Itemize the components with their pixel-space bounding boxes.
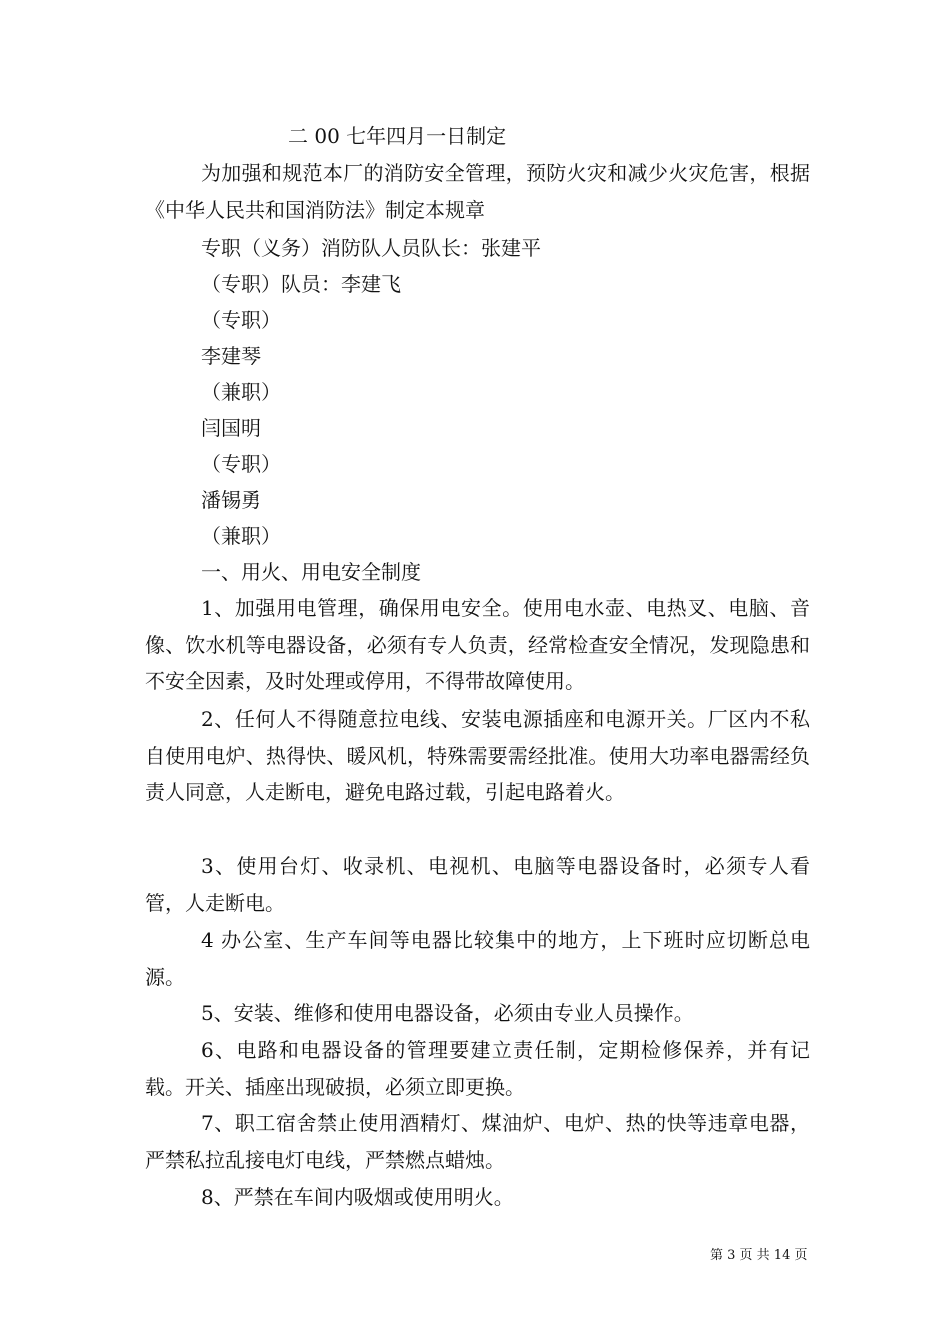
rule-item: 4 办公室、生产车间等电器比较集中的地方，上下班时应切断总电源。 xyxy=(145,928,810,989)
rule-item: 1、加强用电管理，确保用电安全。使用电水壶、电热叉、电脑、音像、饮水机等电器设备，必须有专人负责，经常检查安全情况，发现隐患和不安全因素，及时处理或停用，不得带故障使用。 xyxy=(145,596,810,693)
rule-item: 2、任何人不得随意拉电线、安装电源插座和电源开关。厂区内不私自使用电炉、热得快、暖风机，特殊需要需经批准。使用大功率电器需经负责人同意，人走断电，避免电路过载，引起电路着火。 xyxy=(145,707,810,804)
date-line: 二 00 七年四月一日制定 xyxy=(288,124,507,148)
rule-item: 6、电路和电器设备的管理要建立责任制，定期检修保养，并有记载。开关、插座出现破损，必须立即更换。 xyxy=(145,1038,810,1099)
role-label: （专职） xyxy=(201,452,281,476)
rule-item: 5、安装、维修和使用电器设备，必须由专业人员操作。 xyxy=(201,1001,694,1025)
role-label: （兼职） xyxy=(201,380,281,404)
member-name: 李建琴 xyxy=(201,344,261,368)
preamble-paragraph: 为加强和规范本厂的消防安全管理，预防火灾和减少火灾危害，根据《中华人民共和国消防法》制定本规章 xyxy=(145,161,810,222)
rule-item: 8、严禁在车间内吸烟或使用明火。 xyxy=(201,1185,514,1209)
role-label: （专职） xyxy=(201,308,281,332)
member-line: （专职）队员：李建飞 xyxy=(201,272,401,296)
section-heading: 一、用火、用电安全制度 xyxy=(201,560,421,584)
role-label: （兼职） xyxy=(201,524,281,548)
team-leader-line: 专职（义务）消防队人员队长：张建平 xyxy=(201,236,541,260)
page-indicator: 第 3 页 共 14 页 xyxy=(710,1248,808,1263)
rule-item: 3、使用台灯、收录机、电视机、电脑等电器设备时，必须专人看管，人走断电。 xyxy=(145,854,810,915)
member-name: 闫国明 xyxy=(201,416,261,440)
rule-item: 7、职工宿舍禁止使用酒精灯、煤油炉、电炉、热的快等违章电器，严禁私拉乱接电灯电线，严禁燃点蜡烛。 xyxy=(145,1111,810,1172)
member-name: 潘锡勇 xyxy=(201,488,261,512)
